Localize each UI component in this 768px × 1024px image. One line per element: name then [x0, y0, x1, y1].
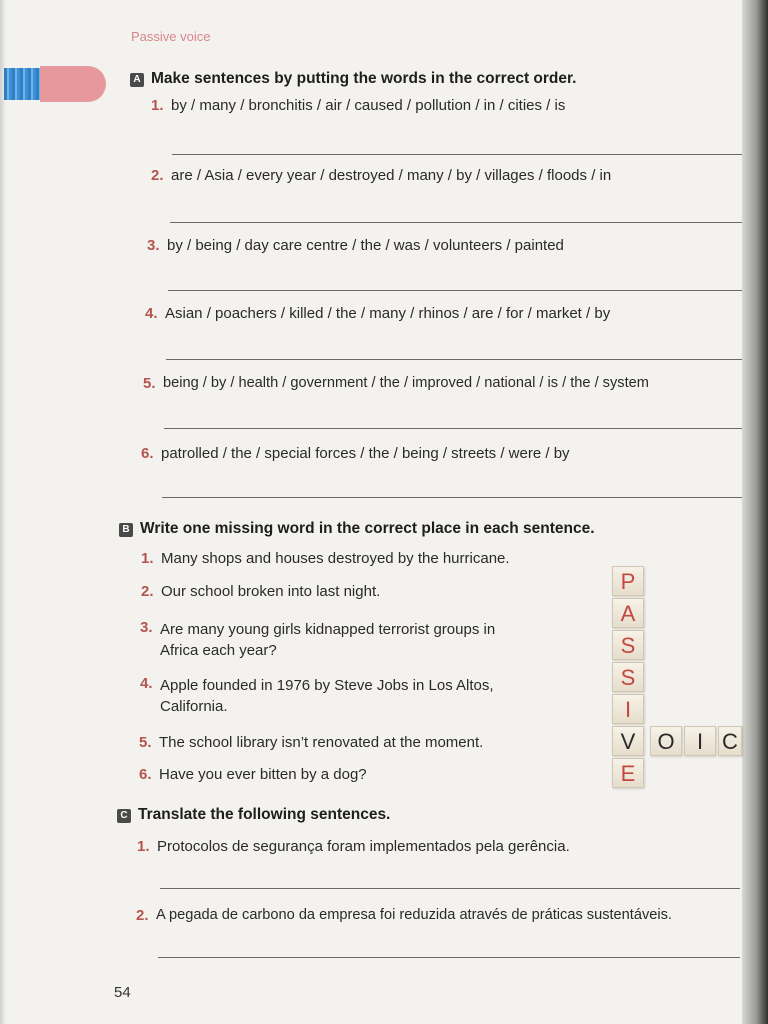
item-text: are / Asia / every year / destroyed / many / by / villages / floods / in [171, 167, 612, 184]
section-b-title-text: Write one missing word in the correct place in each sentence. [140, 520, 595, 537]
item-text: by / being / day care centre / the / was / volunteers / painted [167, 237, 564, 254]
item-text: being / by / health / government / the / improved / national / is / the / system [163, 375, 649, 391]
item-number: 1. [141, 550, 154, 567]
item-number: 6. [139, 766, 152, 783]
section-a-title [130, 70, 577, 88]
page-header: Passive voice [131, 29, 211, 44]
item-number: 2. [141, 583, 154, 600]
section-b-item [139, 766, 367, 783]
section-a-badge: A [130, 73, 144, 87]
tile-letter: S [612, 630, 644, 660]
tile-letter: I [684, 726, 716, 756]
answer-line[interactable] [164, 428, 742, 429]
section-b-item [141, 550, 510, 567]
section-c-item [136, 907, 672, 924]
item-number: 2. [151, 167, 164, 184]
item-text: patrolled / the / special forces / the / being / streets / were / by [161, 445, 570, 462]
page-edge-left [0, 0, 6, 1024]
page-number: 54 [114, 984, 131, 1001]
item-number: 6. [141, 445, 154, 462]
item-text: Apple founded in 1976 by Steve Jobs in Los Altos, California. [160, 677, 494, 715]
chapter-tab [0, 66, 106, 102]
tile-letter: A [612, 598, 644, 628]
section-a-item [145, 305, 610, 322]
tile-letter: C [718, 726, 742, 756]
answer-line[interactable] [158, 957, 740, 958]
section-a-title-text: Make sentences by putting the words in the correct order. [151, 70, 577, 87]
item-number: 5. [143, 375, 156, 392]
section-a-item [151, 97, 565, 114]
section-a-item [147, 237, 564, 254]
item-text: Asian / poachers / killed / the / many / rhinos / are / for / market / by [165, 305, 611, 322]
tile-letter: V [612, 726, 644, 756]
item-text: Have you ever bitten by a dog? [159, 766, 367, 783]
tile-letter: S [612, 662, 644, 692]
item-number: 4. [140, 675, 153, 692]
item-text: The school library isn’t renovated at the moment. [159, 734, 484, 751]
answer-line[interactable] [160, 888, 740, 889]
item-number: 3. [140, 619, 153, 636]
answer-line[interactable] [172, 154, 742, 155]
item-text: A pegada de carbono da empresa foi reduzida através de práticas sustentáveis. [156, 907, 672, 923]
section-c-title [117, 806, 390, 824]
item-number: 5. [139, 734, 152, 751]
section-a-item [143, 375, 649, 392]
tile-letter: P [612, 566, 644, 596]
section-a-item [141, 445, 570, 462]
tile-letter: I [612, 694, 644, 724]
tile-letter: O [650, 726, 682, 756]
answer-line[interactable] [170, 222, 742, 223]
page-edge-right [742, 0, 768, 1024]
item-text: Are many young girls kidnapped terrorist groups in Africa each year? [160, 621, 496, 659]
section-c-item [137, 838, 570, 855]
section-b-item [139, 734, 483, 751]
section-b-item [141, 583, 380, 600]
item-text: Protocolos de segurança foram implementados pela gerência. [157, 838, 570, 855]
answer-line[interactable] [166, 359, 742, 360]
section-a-item [151, 167, 611, 184]
item-number: 4. [145, 305, 158, 322]
chapter-tab-pill [40, 66, 106, 102]
section-b-badge: B [119, 523, 133, 537]
item-number: 2. [136, 907, 149, 924]
section-c-title-text: Translate the following sentences. [138, 806, 391, 823]
section-b-title [119, 520, 595, 538]
answer-line[interactable] [162, 497, 742, 498]
item-text: Many shops and houses destroyed by the hurricane. [161, 550, 510, 567]
section-b-item [140, 619, 510, 661]
answer-line[interactable] [168, 290, 742, 291]
item-number: 1. [137, 838, 150, 855]
item-number: 1. [151, 97, 164, 114]
section-c-badge: C [117, 809, 131, 823]
item-number: 3. [147, 237, 160, 254]
item-text: by / many / bronchitis / air / caused / pollution / in / cities / is [171, 97, 566, 114]
section-b-item [140, 675, 510, 717]
item-text: Our school broken into last night. [161, 583, 381, 600]
tile-letter: E [612, 758, 644, 788]
